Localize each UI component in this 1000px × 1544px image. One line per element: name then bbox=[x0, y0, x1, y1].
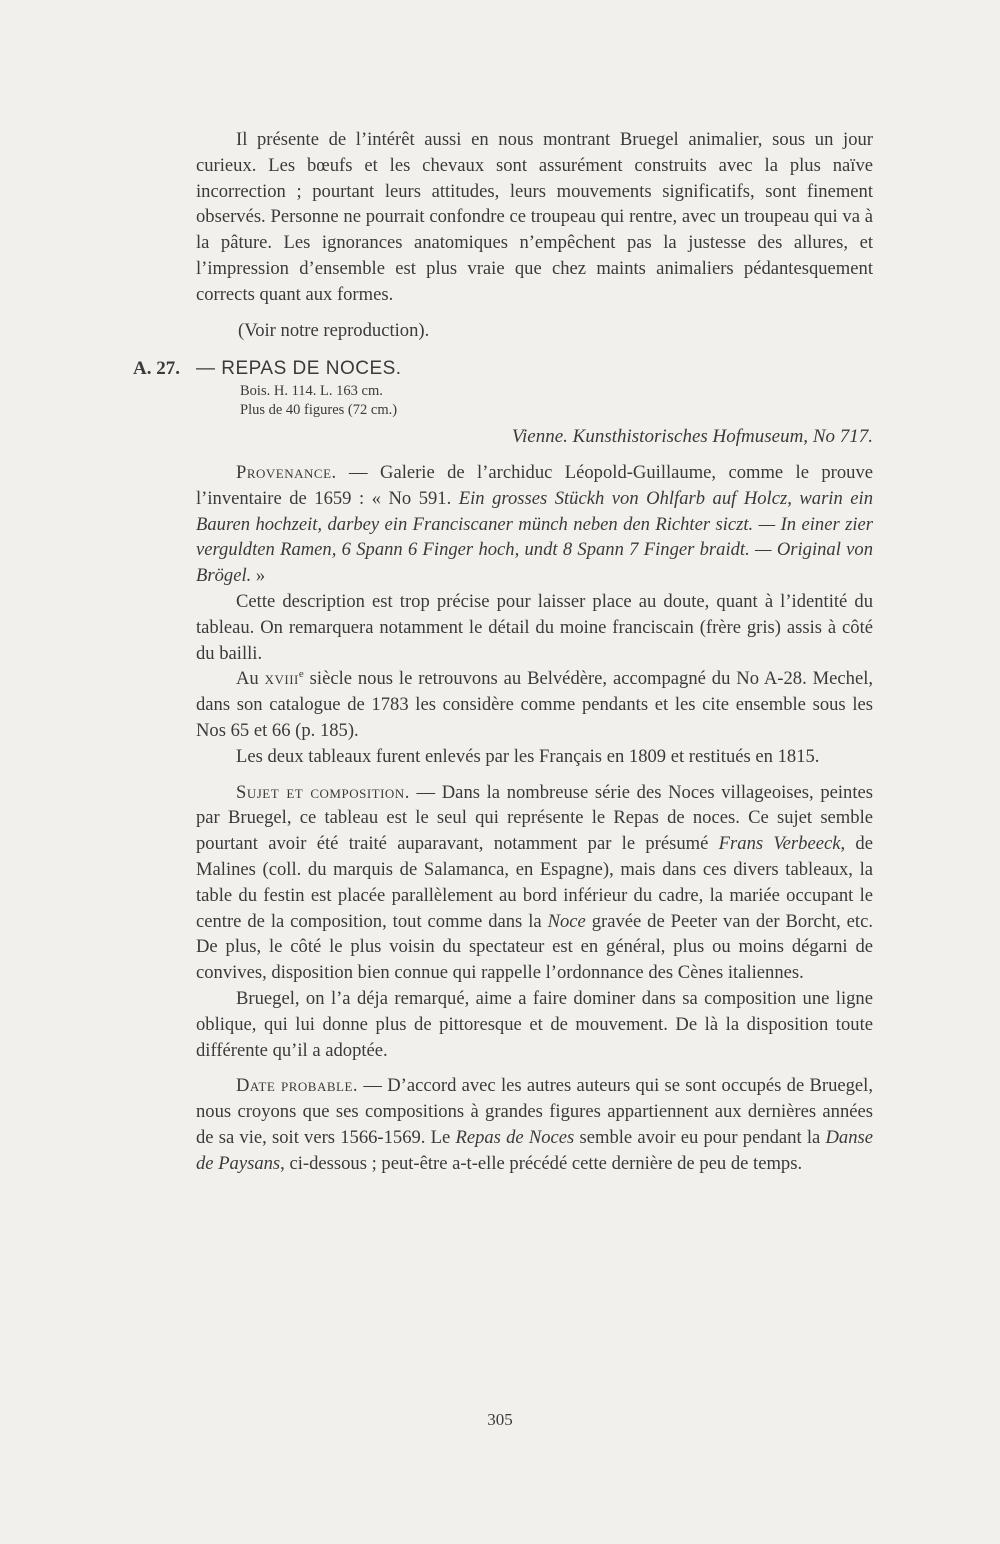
entry-dimensions: Bois. H. 114. L. 163 cm. bbox=[240, 383, 383, 400]
belvedere-text: siècle nous le retrouvons au Belvédère, accompagné du No A-28. Mechel, dans son catalogue de 1783 les considère comme pendants et les cite ensemble sous les Nos 65 et 66 (p. 185). bbox=[196, 668, 874, 741]
entry-number: A. 27. bbox=[133, 358, 180, 380]
entry-figures: Plus de 40 figures (72 cm.) bbox=[240, 402, 398, 419]
entry-title: — REPAS DE NOCES. bbox=[196, 358, 402, 380]
museum-city: Vienne. bbox=[511, 426, 568, 448]
sujet-paragraph bbox=[196, 780, 873, 986]
provenance-quote-close: » bbox=[251, 565, 266, 587]
intro-paragraph: Il présente de l’intérêt aussi en nous montrant Bruegel animalier, sous un jour curieux. Les bœufs et les chevaux sont assurément construits avec la plus naïve incorrection ; pourtant leurs attitudes, leurs mouvements significatifs, sont finement observés. Personne ne pourrait confondre ce troupeau qui rentre, avec un troupeau qui va à la pâture. Les ignorances anatomiques n’empêchent pas la justesse des allures, et l’impression d’ensemble est plus vraie que chez maints animaliers pédantesquement corrects quant aux formes. bbox=[196, 129, 873, 305]
page-number: 305 bbox=[487, 1410, 513, 1429]
belvedere-pre: Au bbox=[236, 668, 265, 690]
catalog-entry bbox=[133, 356, 873, 450]
danse-title: Danse de Paysans bbox=[196, 1126, 873, 1174]
repas-title: Repas de Noces bbox=[455, 1126, 575, 1148]
museum-number: No 717. bbox=[812, 426, 873, 448]
reproduction-note: (Voir notre reproduction). bbox=[238, 319, 430, 341]
provenance-text: — Galerie de l’archiduc Léopold-Guillaume, comme le prouve l’inventaire de 1659 : « No 591. bbox=[196, 461, 873, 509]
description-paragraph: Cette description est trop précise pour laisser place au doute, quant à l’identité du tableau. On remarquera notamment le détail du moine franciscain (frère gris) assis à côté du bailli. bbox=[196, 590, 873, 664]
date-label: Date probable. bbox=[236, 1075, 359, 1097]
century: xviii bbox=[264, 668, 299, 690]
provenance-label: Provenance. bbox=[236, 461, 337, 483]
museum-name: Kunsthistorisches Hofmuseum, bbox=[572, 426, 809, 448]
sujet-text-2: , de Malines (coll. du marquis de Salamanca, en Espagne), mais dans ces divers tableaux, la table du festin est placée parallèlement au bord inférieur du cadre, la mariée occupant le centre de la composition, tout comme dans la bbox=[196, 833, 873, 932]
date-text-1: — D’accord avec les autres auteurs qui se sont occupés de Bruegel, nous croyons que ses compositions à grandes figures appartiennent aux dernières années de sa vie, soit vers 1566-1569. Le bbox=[196, 1075, 873, 1148]
restitution-paragraph: Les deux tableaux furent enlevés par les Français en 1809 et restitués en 1815. bbox=[236, 745, 820, 767]
century-sup: e bbox=[298, 668, 304, 681]
date-text-2: semble avoir eu pour pendant la bbox=[574, 1126, 826, 1148]
date-paragraph bbox=[196, 1073, 873, 1176]
noce-title: Noce bbox=[547, 910, 586, 932]
belvedere-paragraph bbox=[196, 666, 873, 743]
provenance-quote: Ein grosses Stückh von Ohlfarb auf Holcz, warin ein Bauren hochzeit, darbey ein Franciscaner münch neben den Richter siczt. — In einer zier verguldten Ramen, 6 Spann 6 Finger hoch, undt 8 Spann 7 Finger braidt. — Original von Brögel. bbox=[196, 487, 873, 587]
sujet-text-1: — Dans la nombreuse série des Noces villageoises, peintes par Bruegel, ce tableau est le seul qui représente le Repas de noces. Ce sujet semble pourtant avoir été traité auparavant, notamment par le présumé bbox=[196, 781, 873, 855]
sujet-text-3: gravée de Peeter van der Borcht, etc. De plus, le côté le plus voisin du spectateur est en général, plus ou moins dégarni de convives, disposition bien connue qui rappelle l’ordonnance des Cènes italiennes. bbox=[196, 910, 873, 984]
oblique-paragraph: Bruegel, on l’a déja remarqué, aime a faire dominer dans sa composition une ligne oblique, qui lui donne plus de pittoresque et de mouvement. De là la disposition toute différente qu’il a adoptée. bbox=[196, 987, 873, 1061]
date-text-3: , ci-dessous ; peut-être a-t-elle précédé cette dernière de peu de temps. bbox=[280, 1152, 803, 1174]
sujet-label: Sujet et composition. bbox=[236, 781, 410, 803]
artist-name: Frans Verbeeck bbox=[718, 833, 841, 855]
page-body bbox=[133, 127, 874, 1176]
provenance-paragraph bbox=[196, 460, 873, 589]
entry-museum bbox=[196, 424, 873, 450]
